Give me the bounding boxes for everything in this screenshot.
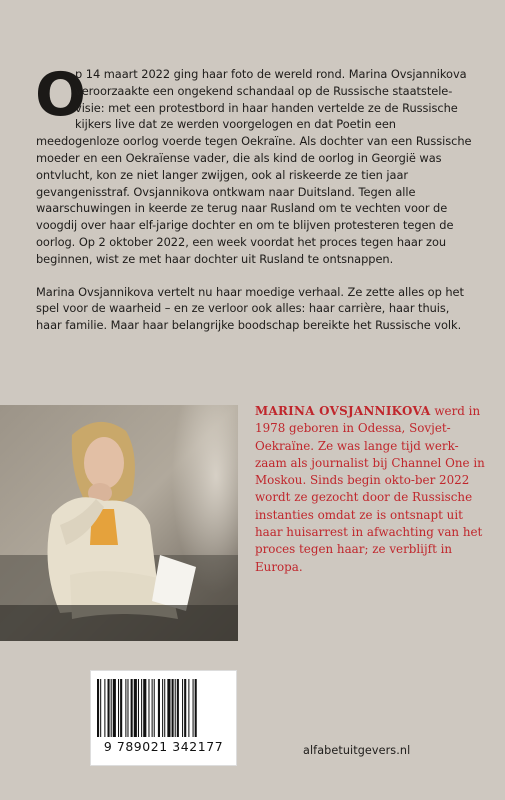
barcode-bar (195, 679, 197, 737)
blurb (35, 60, 472, 334)
author-bio (255, 403, 485, 576)
publisher-url: alfabetuitgevers.nl (303, 744, 411, 757)
author-bio-text: werd in 1978 geboren in Odessa, Sovjet-Oekraïne. Ze was lange tijd werk-zaam als journalist bij Channel One in Moskou. Sinds begin okto-ber 2022 wordt ze gezocht door de Russische instanties omdat ze is ontsnapt uit haar huisarrest in afwachting van het proces tegen haar; ze verblijft in Europa. (255, 404, 485, 574)
author-photo-image (0, 405, 238, 641)
drop-cap: O (35, 60, 86, 130)
barcode-bar (193, 679, 194, 737)
author-name: MARINA OVSJANNIKOVA (255, 404, 431, 418)
barcode-bar (152, 679, 153, 737)
barcode-bar (182, 679, 183, 737)
barcode-bar (111, 679, 112, 737)
blurb-paragraph-1 (35, 60, 472, 268)
barcode-bar (108, 679, 110, 737)
barcode-bar (138, 679, 139, 737)
isbn-number: 9 789021 342177 (103, 739, 224, 754)
barcode-bar (188, 679, 189, 737)
barcode-bar (97, 679, 99, 737)
barcode-bar (172, 679, 174, 737)
blurb-paragraph-2: Marina Ovsjannikova vertelt nu haar moedige verhaal. Ze zette alles op het spel voor de waarheid – en ze verloor ook alles: haar carrière, haar thuis, haar familie. Maar haar belangrijke boodschap bereikte het Russische volk. (36, 284, 464, 333)
barcode-bar (158, 679, 160, 737)
author-photo (0, 405, 238, 641)
barcode-bar (100, 679, 101, 737)
barcode-bar (113, 679, 116, 737)
barcode-bar (148, 679, 149, 737)
blurb-paragraph-1-text: p 14 maart 2022 ging haar foto de wereld rond. Marina Ovsjannikova veroorzaakte een ongekend schandaal op de Russische staatstele-visie: met een protestbord in haar handen vertelde ze de Russische kijkers live dat ze werden voorgelogen en dat Poetin een meedogenloze oorlog voerde tegen Oekraïne. Als dochter van een Russische moeder en een Oekraïense vader, die als kind de oorlog in Georgië was ontvlucht, kon ze niet langer zwijgen, ook al riskeerde ze tien jaar gevangenisstraf. Ovsjannikova ontkwam naar Duitsland. Tegen alle waarschuwingen in keerde ze terug naar Rusland om te vechten voor de voogdij over haar elf-jarige dochter en om te blijven protesteren tegen de oorlog. Op 2 oktober 2022, een week voordat het proces tegen haar zou beginnen, wist ze met haar dochter uit Rusland te ontsnappen. (36, 67, 472, 266)
barcode-bar (131, 679, 133, 737)
barcode-bar (104, 679, 105, 737)
barcode-bar (167, 679, 170, 737)
barcode-bar (175, 679, 176, 737)
barcode-bar (164, 679, 165, 737)
barcode-bar (127, 679, 128, 737)
barcode-bar (141, 679, 142, 737)
barcode-bar (134, 679, 137, 737)
barcode-bar (184, 679, 186, 737)
barcode-bar (120, 679, 122, 737)
barcode-bar (177, 679, 179, 737)
barcode-bar (118, 679, 119, 737)
barcode-bar (154, 679, 155, 737)
barcode-bar (143, 679, 146, 737)
barcode-bar (162, 679, 163, 737)
barcode-bar (125, 679, 126, 737)
